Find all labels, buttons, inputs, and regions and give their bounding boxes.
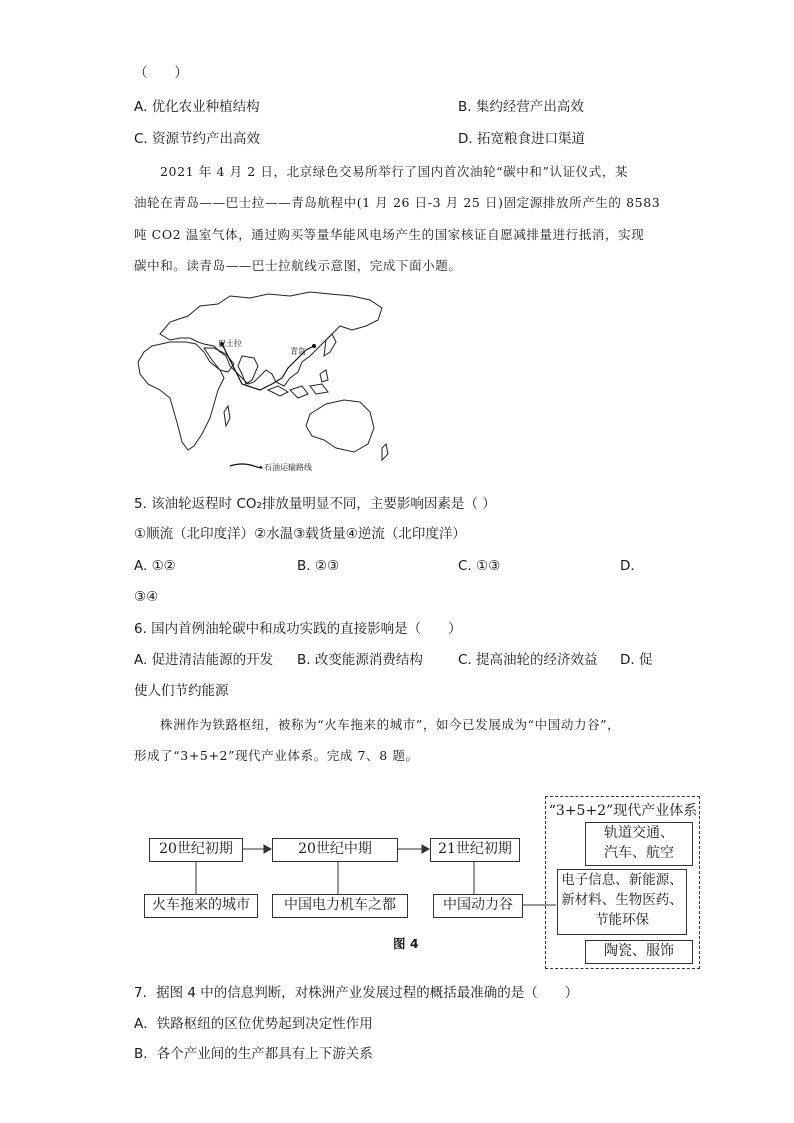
madagascar [224,406,230,426]
eurasia-landmass [160,292,382,386]
q6-option-b: B. 改变能源消费结构 [297,652,423,668]
q6-option-d: D. 促 [620,652,653,668]
indonesia-islands [268,370,328,398]
stage-box-early-20c: 20世纪初期 [149,838,243,862]
q4-option-a: A. 优化农业种植结构 [134,99,260,115]
q7-stem: 7．据图 4 中的信息判断，对株洲产业发展过程的概括最准确的是（ ） [134,985,579,1001]
q7-option-a: A．铁路枢纽的区位优势起到决定性作用 [134,1016,373,1032]
passage1-line1: 2021 年 4 月 2 日，北京绿色交易所举行了国内首次油轮“碳中和”认证仪式，某 [160,164,629,179]
legend-line [230,464,262,468]
industry-group-transport-line1: 轨道交通、 [604,825,674,841]
india [238,356,258,384]
industry-group-emerging [557,869,687,935]
australia [306,400,374,452]
q6-option-a: A. 促进清洁能源的开发 [134,652,274,668]
passage1-line2: 油轮在青岛——巴士拉——青岛航程中(1 月 26 日-3 月 25 日)固定源排放所产生的 8583 [134,195,661,210]
q5-stem: 5. 该油轮返程时 CO₂排放量明显不同，主要影响因素是（ ） [134,496,496,512]
new-zealand [382,444,388,460]
stage-box-mid-20c: 20世纪中期 [272,838,398,862]
map-legend-label: 石油运输路线 [264,463,312,472]
passage2-line2: 形成了“3+5+2”现代产业体系。完成 7、8 题。 [134,748,419,763]
industry-group-transport [585,822,693,866]
title-box-power-valley: 中国动力谷 [433,894,523,918]
industry-system-title: “3+5+2”现代产业体系 [548,803,698,819]
passage2-line1: 株洲作为铁路枢纽，被称为“火车拖来的城市”，如今已发展成为“中国动力谷”， [160,717,621,732]
industry-group-transport-line2: 汽车、航空 [604,845,674,861]
q6-option-d-continued: 使人们节约能源 [134,683,229,699]
map-label-qingdao: 青岛 [290,347,306,356]
q5-option-c: C. ①③ [458,558,501,574]
diagram-connectors [140,790,560,930]
title-box-train-city: 火车拖来的城市 [144,894,258,918]
industry-group-emerging-line1: 电子信息、新能源、 [561,872,683,888]
q6-stem: 6. 国内首例油轮碳中和成功实践的直接影响是（ ） [134,621,462,637]
stage-box-early-21c: 21世纪初期 [430,838,520,862]
q5-option-d: D. [620,558,635,574]
title-box-locomotive-capital: 中国电力机车之都 [272,894,408,918]
japan [324,334,336,356]
q5-option-a: A. ①② [134,558,176,574]
q5-items: ①顺流（北印度洋）②水温③载货量④逆流（北印度洋） [134,526,466,542]
industry-group-traditional: 陶瓷、服饰 [585,940,693,964]
q5-option-d-continued: ③④ [134,589,159,605]
passage1-line4: 碳中和。读青岛——巴士拉航线示意图，完成下面小题。 [134,258,462,273]
q6-option-c: C. 提高油轮的经济效益 [458,652,598,668]
q4-option-d: D. 拓宽粮食进口渠道 [458,131,585,147]
industry-group-emerging-line2: 新材料、生物医药、 [561,892,683,908]
q4-option-c: C. 资源节约产出高效 [134,131,261,147]
industry-group-emerging-line3: 节能环保 [595,912,649,928]
q4-option-b: B. 集约经营产出高效 [458,99,584,115]
map-label-basra: 巴士拉 [218,339,242,348]
qingdao-point [312,344,316,348]
q4-paren: （ ） [134,65,188,81]
figure-caption: 图 4 [393,936,419,951]
passage1-line3: 吨 CO2 温室气体，通过购买等量华能风电场产生的国家核证自愿减排量进行抵消，实现 [134,227,645,242]
q7-option-b: B．各个产业间的生产都具有上下游关系 [134,1046,373,1062]
q5-option-b: B. ②③ [297,558,340,574]
route-map [130,286,392,478]
